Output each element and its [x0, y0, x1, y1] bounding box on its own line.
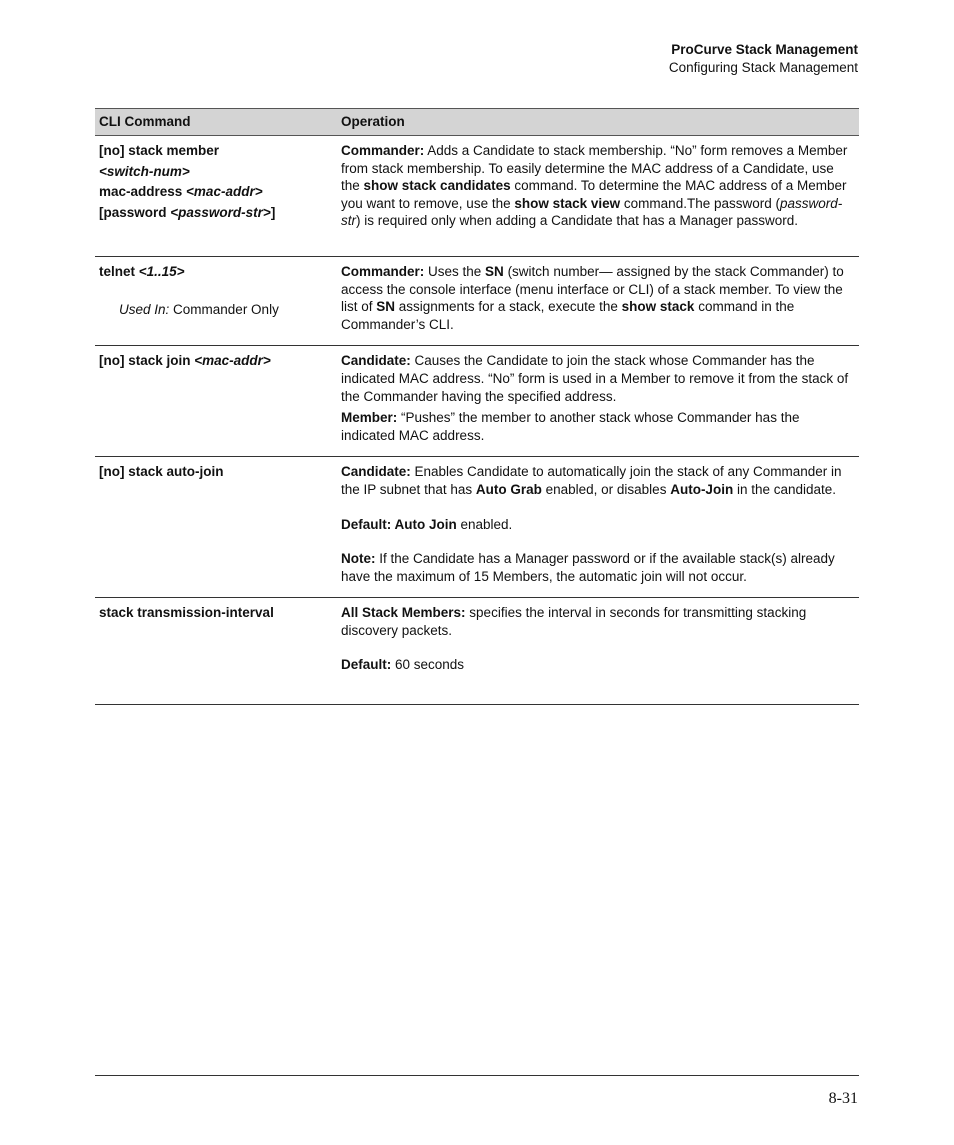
command-param: <mac-addr> [186, 184, 263, 200]
command-param: <switch-num> [99, 163, 190, 179]
operation-paragraph [341, 352, 855, 405]
operation-text: command. To determine the MAC address of a Member you want to remove, use the [341, 178, 847, 211]
command-param: <mac-addr> [194, 353, 271, 369]
cli-command-cell [95, 346, 337, 457]
operation-paragraph [341, 604, 855, 639]
command-ref: Auto-Join [670, 481, 734, 497]
operation-cell [337, 598, 859, 705]
operation-text: Uses the [424, 263, 486, 279]
command-keyword: [password [99, 204, 171, 220]
role-label: Candidate: [341, 353, 411, 369]
spacer [341, 678, 855, 696]
operation-paragraph [341, 463, 855, 498]
operation-text: specifies the interval in seconds for transmitting stacking discovery packets. [341, 605, 807, 638]
note-label: Note: [341, 551, 376, 567]
command-line: stack transmission-interval [99, 605, 274, 621]
footer-rule [95, 1075, 859, 1076]
default-label: Default: Auto Join [341, 516, 457, 532]
operation-text: Causes the Candidate to join the stack whose Commander has the indicated MAC address. “No” form is used in a Member to remove it from the stack of the Commander having the specified address. [341, 353, 849, 404]
operation-text: in the candidate. [733, 481, 837, 497]
operation-cell [337, 346, 859, 457]
cli-command-table [95, 108, 859, 705]
table-header-row [95, 109, 859, 136]
note-paragraph [341, 550, 855, 585]
operation-text: If the Candidate has a Manager password or if the available stack(s) already have the maximum of 15 Members, the automatic join will not occur. [341, 551, 835, 584]
operation-paragraph [341, 409, 855, 444]
operation-text: (switch number— assigned by the stack Commander) to access the console interface (menu interface or CLI) of a stack member. To view the list of [341, 263, 844, 315]
table-row [95, 598, 859, 705]
operation-text: command.The password ( [620, 195, 780, 211]
header-subtitle: Configuring Stack Management [668, 60, 858, 75]
used-in-note [99, 301, 333, 319]
command-keyword: ] [270, 204, 276, 220]
role-label: Candidate: [341, 464, 411, 480]
spacer [341, 234, 855, 248]
operation-text: “Pushes” the member to another stack whose Commander has the indicated MAC address. [341, 410, 800, 443]
table-row [95, 457, 859, 598]
header-title: ProCurve Stack Management [671, 42, 858, 57]
operation-text: enabled. [456, 516, 513, 532]
operation-text: assignments for a stack, execute the [395, 299, 622, 315]
role-label: Member: [341, 410, 398, 426]
cli-command-cell [95, 256, 337, 345]
command-keyword: mac-address [99, 184, 187, 200]
role-label: All Stack Members: [341, 605, 466, 621]
command-ref: SN [376, 299, 396, 315]
used-in-label: Used In: [119, 301, 170, 317]
page-number: 8-31 [828, 1090, 858, 1107]
command-line [99, 183, 333, 201]
operation-text: 60 seconds [391, 657, 465, 673]
table-row [95, 256, 859, 345]
table-row [95, 346, 859, 457]
used-in-value: Commander Only [169, 301, 279, 317]
default-label: Default: [341, 657, 392, 673]
command-keyword: [no] stack join [99, 353, 195, 369]
operation-paragraph [341, 142, 855, 230]
param-ref: password-str [341, 195, 843, 229]
operation-text: command in the Commander’s CLI. [341, 299, 795, 332]
running-header [669, 41, 858, 77]
default-paragraph [341, 516, 855, 534]
operation-paragraph [341, 263, 855, 333]
operation-cell [337, 136, 859, 257]
command-line [99, 163, 333, 181]
command-line [99, 352, 333, 370]
command-ref: show stack view [514, 195, 621, 211]
command-line [99, 263, 333, 281]
command-ref: show stack [621, 299, 695, 315]
operation-text: enabled, or disables [541, 481, 671, 497]
command-ref: Auto Grab [475, 481, 542, 497]
command-param: <password-str> [170, 204, 271, 220]
command-param: <1..15> [138, 263, 185, 279]
cli-command-cell [95, 598, 337, 705]
operation-text: Enables Candidate to automatically join the stack of any Commander in the IP subnet that has [341, 464, 842, 497]
role-label: Commander: [341, 263, 425, 279]
table-row [95, 136, 859, 257]
operation-cell [337, 457, 859, 598]
operation-text: ) is required only when adding a Candidate that has a Manager password. [356, 213, 799, 229]
operation-cell [337, 256, 859, 345]
default-paragraph [341, 656, 855, 674]
column-header-cli-command: CLI Command [95, 109, 337, 136]
cli-command-cell [95, 136, 337, 257]
command-ref: show stack candidates [363, 178, 511, 194]
role-label: Commander: [341, 143, 425, 158]
command-line [99, 204, 333, 222]
operation-text: Adds a Candidate to stack membership. “No” form removes a Member from stack membership. To easily determine the MAC address of a Candidate, use the [341, 143, 848, 194]
column-header-operation: Operation [337, 109, 859, 136]
command-ref: SN [485, 263, 504, 279]
cli-command-cell [95, 457, 337, 598]
command-keyword: telnet [99, 263, 139, 279]
command-line: [no] stack member [99, 143, 220, 158]
command-line: [no] stack auto-join [99, 464, 224, 480]
